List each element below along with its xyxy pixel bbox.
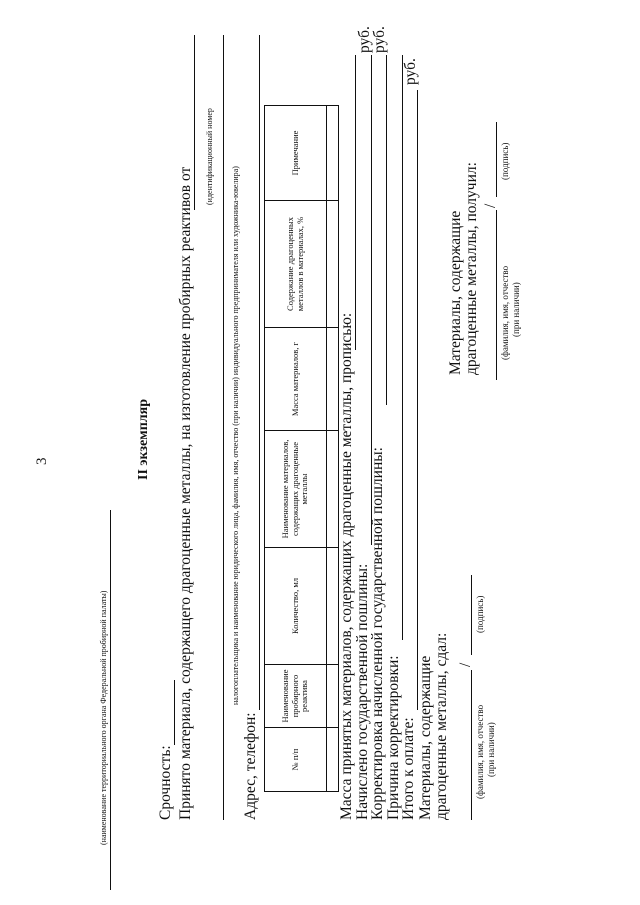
col-note: Примечание (265, 106, 327, 201)
handed-over-signature-caption: (подпись) (475, 595, 485, 633)
col-quantity: Количество, мл (265, 548, 327, 665)
handed-over-name-field[interactable] (471, 670, 472, 820)
total-currency: руб. (402, 58, 419, 85)
correction-field[interactable] (386, 55, 387, 405)
handed-over-fio-caption-2: (при наличии) (486, 722, 496, 777)
organ-underline (110, 510, 111, 890)
correction-currency: руб. (371, 26, 388, 53)
copy-title: II экземпляр (136, 399, 151, 480)
table-row[interactable] (327, 106, 339, 792)
address-label: Адрес, телефон: (242, 712, 259, 820)
received-label-1: Материалы, содержащие (447, 210, 464, 375)
handed-over-label-1: Материалы, содержащие (417, 655, 434, 820)
fee-line: Начислено государственной пошлины: (354, 563, 371, 820)
address-field[interactable] (259, 35, 260, 710)
handed-over-signature-field[interactable] (471, 575, 472, 655)
handed-over-label-2: драгоценные металлы, сдал: (433, 632, 450, 820)
reason-field[interactable] (402, 55, 403, 640)
col-number: № п/п (265, 728, 327, 792)
mass-line: Масса принятых материалов, содержащих драгоценные металлы, прописью: (338, 312, 355, 820)
received-slash: / (482, 203, 499, 208)
id-number-caption: (идентификационный номер (205, 108, 214, 205)
total-field[interactable] (417, 90, 418, 710)
urgency-field[interactable] (174, 680, 175, 745)
received-signature-field[interactable] (496, 122, 497, 197)
accepted-line: Принято материала, содержащего драгоценные металлы, на изготовление пробирных реактивов от (177, 166, 194, 820)
received-name-field[interactable] (496, 210, 497, 380)
reason-line: Причина корректировки: (385, 655, 402, 820)
taxpayer-underline[interactable] (223, 35, 224, 820)
accepted-from-field[interactable] (194, 35, 195, 210)
page-number: 3 (34, 457, 50, 465)
received-signature-caption: (подпись) (500, 142, 510, 180)
urgency-label: Срочность: (157, 745, 174, 820)
materials-table (264, 105, 339, 792)
organ-caption: (наименование территориального органа Федеральной пробирной палаты) (99, 590, 108, 845)
col-precious-content: Содержание драгоценных металлов в материалах, % (265, 201, 327, 328)
received-label-2: драгоценные металлы, получил: (463, 162, 480, 375)
handed-over-fio-caption-1: (фамилия, имя, отчество (475, 704, 485, 799)
total-line: Итого к оплате: (400, 717, 417, 820)
col-reagent-name: Наименование пробирного реактива (265, 665, 327, 728)
taxpayer-caption: налогоплательщика и наименование юридического лица, фамилия, имя, отчество (при наличии) индивидуального предпринимателя или художника-ювелира) (231, 166, 240, 705)
col-material-name: Наименование материалов, содержащих драгоценные металлы (265, 431, 327, 548)
table-header-row (265, 106, 327, 792)
handed-over-slash: / (457, 662, 474, 667)
mass-field[interactable] (355, 55, 356, 350)
correction-line: Корректировка начисленной государственной пошлины: (369, 447, 386, 820)
fee-currency: руб. (356, 26, 373, 53)
received-fio-caption-1: (фамилия, имя, отчество (500, 265, 510, 360)
col-mass: Масса материалов, г (265, 328, 327, 431)
received-fio-caption-2: (при наличии) (511, 282, 521, 337)
